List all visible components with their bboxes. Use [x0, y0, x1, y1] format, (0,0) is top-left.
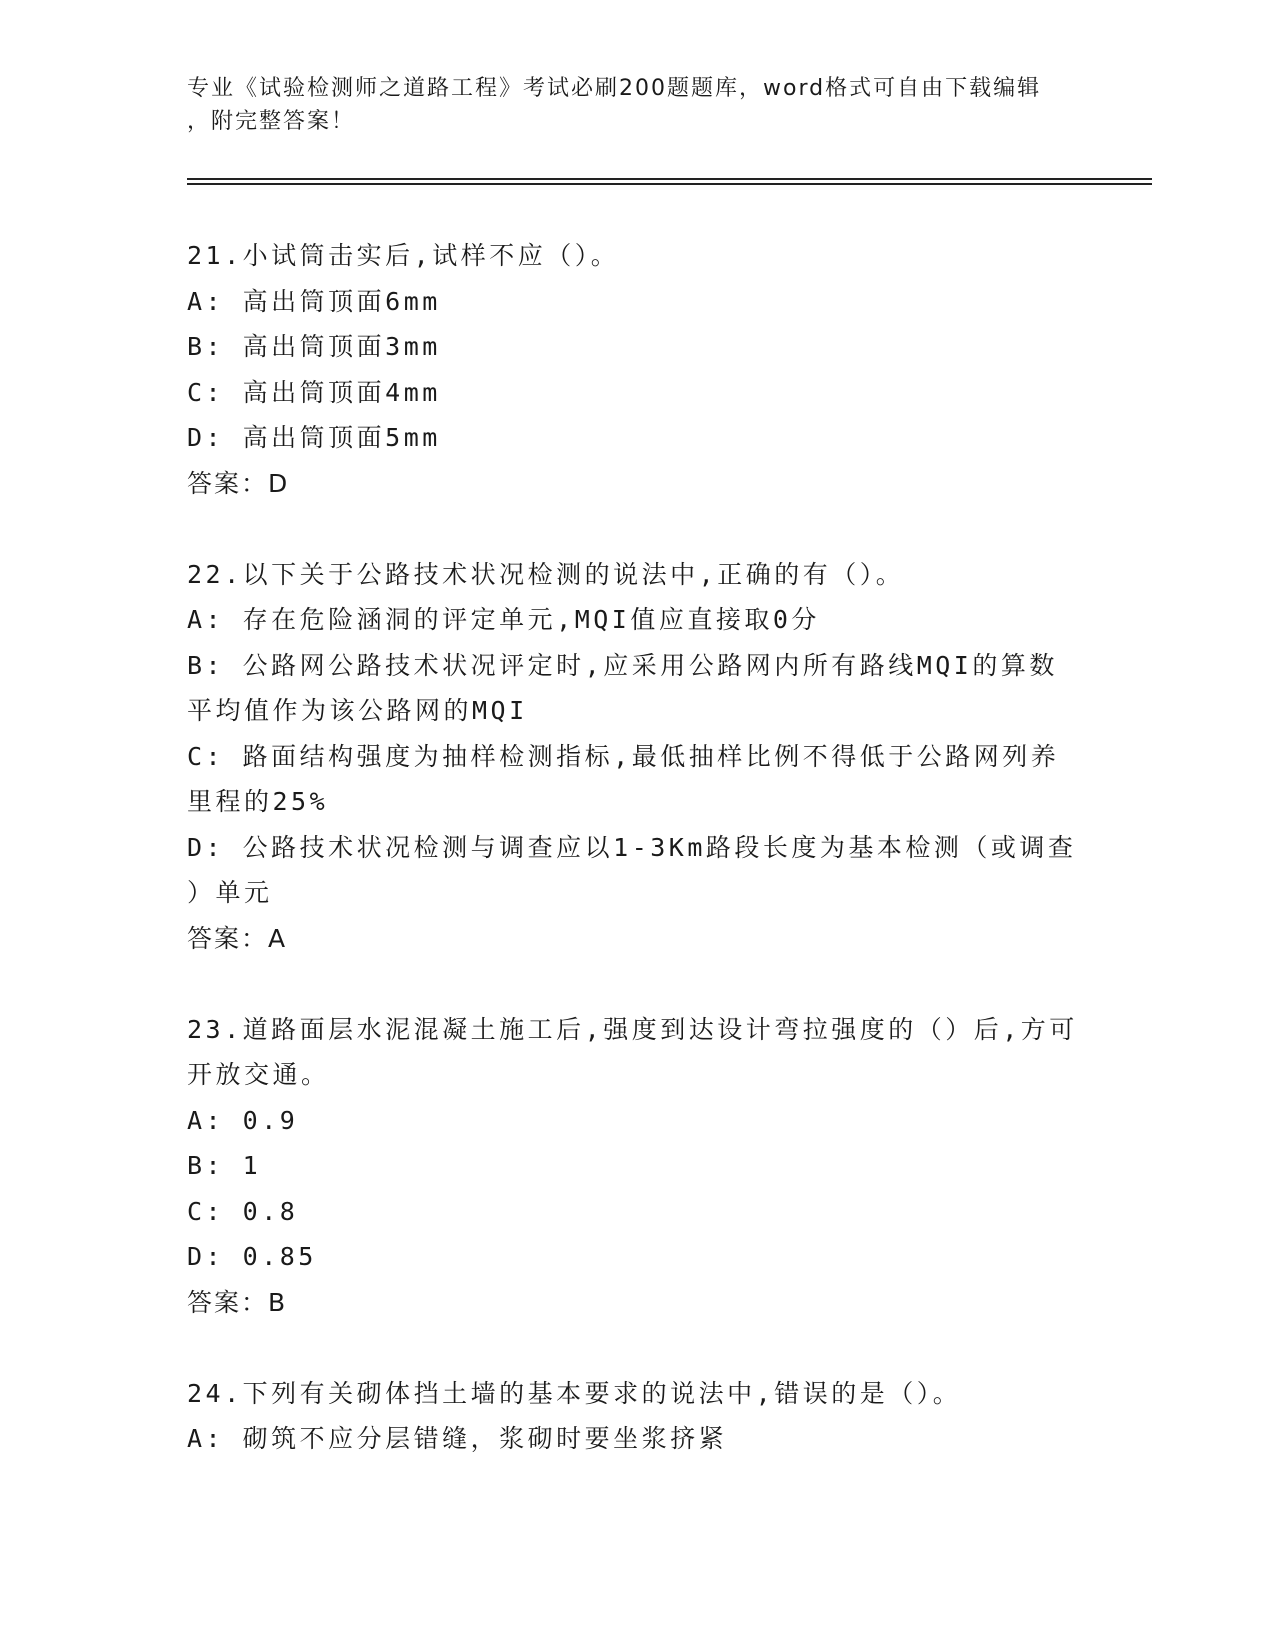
- question-stem-line: 21.小试筒击实后,试样不应（）。: [187, 241, 620, 270]
- answer-option-line: D: 公路技术状况检测与调查应以1-3Km路段长度为基本检测（或调查: [187, 832, 1077, 862]
- answer-option-line: C: 高出筒顶面4mm: [187, 377, 441, 407]
- answer-option-line: A: 高出筒顶面6mm: [187, 286, 441, 316]
- question-stem-line: 24.下列有关砌体挡土墙的基本要求的说法中,错误的是（）。: [187, 1378, 962, 1408]
- header-divider-top: [187, 178, 1152, 180]
- answer-option-line: D: 0.85: [187, 1242, 317, 1271]
- question-block: [187, 1371, 1087, 1462]
- answer-option-line: ）单元: [187, 878, 273, 907]
- answer-key: 答案：A: [187, 923, 288, 953]
- question-block: [187, 1007, 1087, 1326]
- answer-key: 答案：B: [187, 1287, 288, 1317]
- question-stem: [187, 233, 1087, 279]
- answer-option-line: A: 存在危险涵洞的评定单元,MQI值应直接取0分: [187, 605, 820, 634]
- question-stem: [187, 552, 1087, 598]
- answer-option-line: B: 公路网公路技术状况评定时,应采用公路网内所有路线MQI的算数: [187, 650, 1058, 680]
- header-line-2: ，附完整答案！: [187, 109, 356, 134]
- answer-key: 答案：D: [187, 468, 290, 498]
- answer-option-line: 里程的25%: [187, 787, 329, 816]
- question-block: [187, 552, 1087, 962]
- answer-option-line: B: 高出筒顶面3mm: [187, 332, 441, 361]
- answer-option-line: A: 0.9: [187, 1105, 299, 1135]
- question-block: [187, 233, 1087, 506]
- answer-option-line: 平均值作为该公路网的MQI: [187, 696, 528, 725]
- header-divider-bottom: [187, 183, 1152, 185]
- question-stem-line: 22.以下关于公路技术状况检测的说法中,正确的有（）。: [187, 559, 905, 589]
- answer-option: [187, 1416, 1087, 1462]
- header-line-1: 专业《试验检测师之道路工程》考试必刷200题题库，word格式可自由下载编辑: [187, 76, 1042, 101]
- answer-option-line: A: 砌筑不应分层错缝，浆砌时要坐浆挤紧: [187, 1424, 728, 1453]
- answer-option: [187, 597, 1087, 643]
- answer-option: [187, 1098, 1087, 1144]
- answer-option: [187, 734, 1087, 825]
- answer-option-line: B: 1: [187, 1151, 262, 1180]
- question-stem-line: 开放交通。: [187, 1060, 330, 1089]
- answer-option: [187, 643, 1087, 734]
- question-list: [187, 233, 1087, 1507]
- answer-option-line: D: 高出筒顶面5mm: [187, 423, 441, 452]
- answer-option: [187, 1189, 1087, 1235]
- question-stem: [187, 1007, 1087, 1098]
- answer-option: [187, 279, 1087, 325]
- answer-option: [187, 370, 1087, 416]
- answer-option-line: C: 路面结构强度为抽样检测指标,最低抽样比例不得低于公路网列养: [187, 741, 1060, 771]
- question-stem-line: 23.道路面层水泥混凝土施工后,强度到达设计弯拉强度的（）后,方可: [187, 1014, 1078, 1044]
- answer-option: [187, 324, 1087, 370]
- answer-option: [187, 415, 1087, 461]
- answer-option: [187, 1234, 1087, 1280]
- answer-option: [187, 1143, 1087, 1189]
- answer-option: [187, 825, 1087, 916]
- question-stem: [187, 1371, 1087, 1417]
- answer-option-line: C: 0.8: [187, 1196, 299, 1226]
- document-header: [187, 72, 1067, 138]
